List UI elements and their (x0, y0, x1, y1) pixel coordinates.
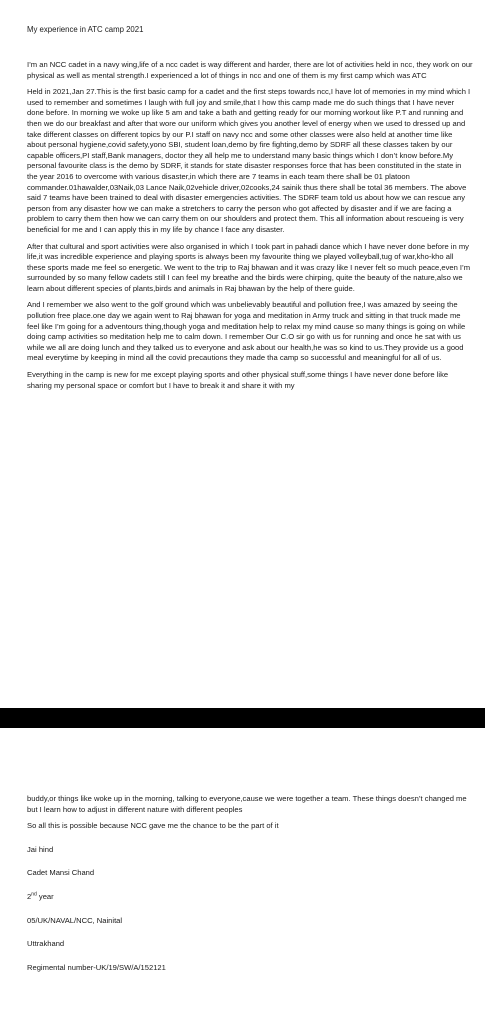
page-2-content (27, 794, 473, 986)
year-suffix: nd (31, 891, 37, 898)
state-line: Uttrakhand (27, 939, 65, 949)
paragraph-continuation: buddy,or things like woke up in the morning, talking to everyone,cause we were together a team. These things doesn’t changed me but I learn how to adjust in different nature with different peoples (27, 794, 467, 814)
year-line (27, 892, 473, 903)
document-title: My experience in ATC camp 2021 (27, 25, 144, 34)
author-name: Cadet Mansi Chand (27, 868, 95, 878)
page-1-content (27, 24, 473, 397)
paragraph-camp-details: Held in 2021,Jan 27.This is the first basic camp for a cadet and the first steps towards ncc,I have lot of memories in my mind which I used to remember and sometimes I laugh with full joy and smile,that I how this camp made me do such things that I have never done before. In morning we woke up like 5 am and take a bath and getting ready for our morning workout like P.T and running and then we do our breakfast and after that wore our uniform which gives you another level of energy when we used to dressed up and take different classes on different topics by our P.I staff on navy ncc and some other classes were also held at another time like about personal hygiene,covid safety,yono SBI, student loan,demo by fire fighting,demo by SDRF all these classes taken by our capable officers,PI staff,Bank managers, doctor they all help me to understand many basic things which I don’t know before.My personal favourite class is the demo by SDRF, it stands for state disaster responses force that has been constituted in the state in the year 2016 to overcome with various disaster,in which there are 7 teams in each team there shall be 01 platoon commander.01hawalder,03Naik,03 Lance Naik,02vehicle driver,02cooks,24 sainik thus there shall be total 36 members. The above said 7 teams have been trained to deal with disaster emergencies activities. The SDRF team told us about how we can rescue any person from any disaster how we can make a stretchers to carry the person who got affected by disaster and if we are facing a problem to carry them then how we can carry them on our shoulders and protect them. This all information about rescueing is very beneficial for me and I can apply this in my life by chance I face any disaster. (27, 87, 471, 234)
document-page-2 (0, 728, 485, 1024)
year-number: 2 (27, 891, 32, 901)
year-word: year (36, 891, 54, 901)
salute-line: Jai hind (27, 844, 54, 854)
unit-line: 05/UK/NAVAL/NCC, Nainital (27, 915, 123, 925)
page-break-divider (0, 708, 485, 728)
closing-line: So all this is possible because NCC gave me the chance to be the part of it (27, 821, 279, 831)
paragraph-new-experiences: Everything in the camp is new for me except playing sports and other physical stuff,some things I have never done before like sharing my personal space or comfort but I have to break it and share it with my (27, 370, 449, 390)
paragraph-golf-and-yoga: And I remember we also went to the golf ground which was unbelievably beautiful and pollution free,I was amazed by seeing the pollution free place.one day we again went to Raj bhawan for yoga and meditation in Army truck and sitting in that truck made me feel like I’m going for a adventours thing,though yoga and meditation help to relax my mind cause so many things is going on while doing camp activities so meditation help me to calm down. I remember Our C.O sir go with us for running and once he sat with us while we all are doing lunch and they talked us to everyone and ask about our health,he was so kind to us.They provide us a good meal everytime by keeping in mind all the covid precautions they made tha camp so successful and meaningful for all of us. (27, 300, 466, 363)
paragraph-cultural-activities: After that cultural and sport activities were also organised in which I took part in pahadi dance which I have never done before in my life,it was incredible experience and playing sports is always been my favourite thing we played volleyball,tug of war,kho-kho all these sports made me feel so energetic. We went to the trip to Raj bhawan and it was crazy like I never felt so much peace,even I’m surrounded by so many fellow cadets still I can feel my breathe and the birds were chirping, quite the beauty of the nature,also we learn about different species of plants,birds and animals in Raj bhawan by the help of there guide. (27, 241, 471, 293)
paragraph-intro: I’m an NCC cadet in a navy wing,life of a ncc cadet is way different and harder, there are lot of activities held in ncc, they work on our physical as well as mental strength.I experienced a lot of things in ncc and one of them is my first camp which was ATC (27, 60, 473, 80)
regimental-number: Regimental number-UK/19/SW/A/152121 (27, 962, 166, 972)
